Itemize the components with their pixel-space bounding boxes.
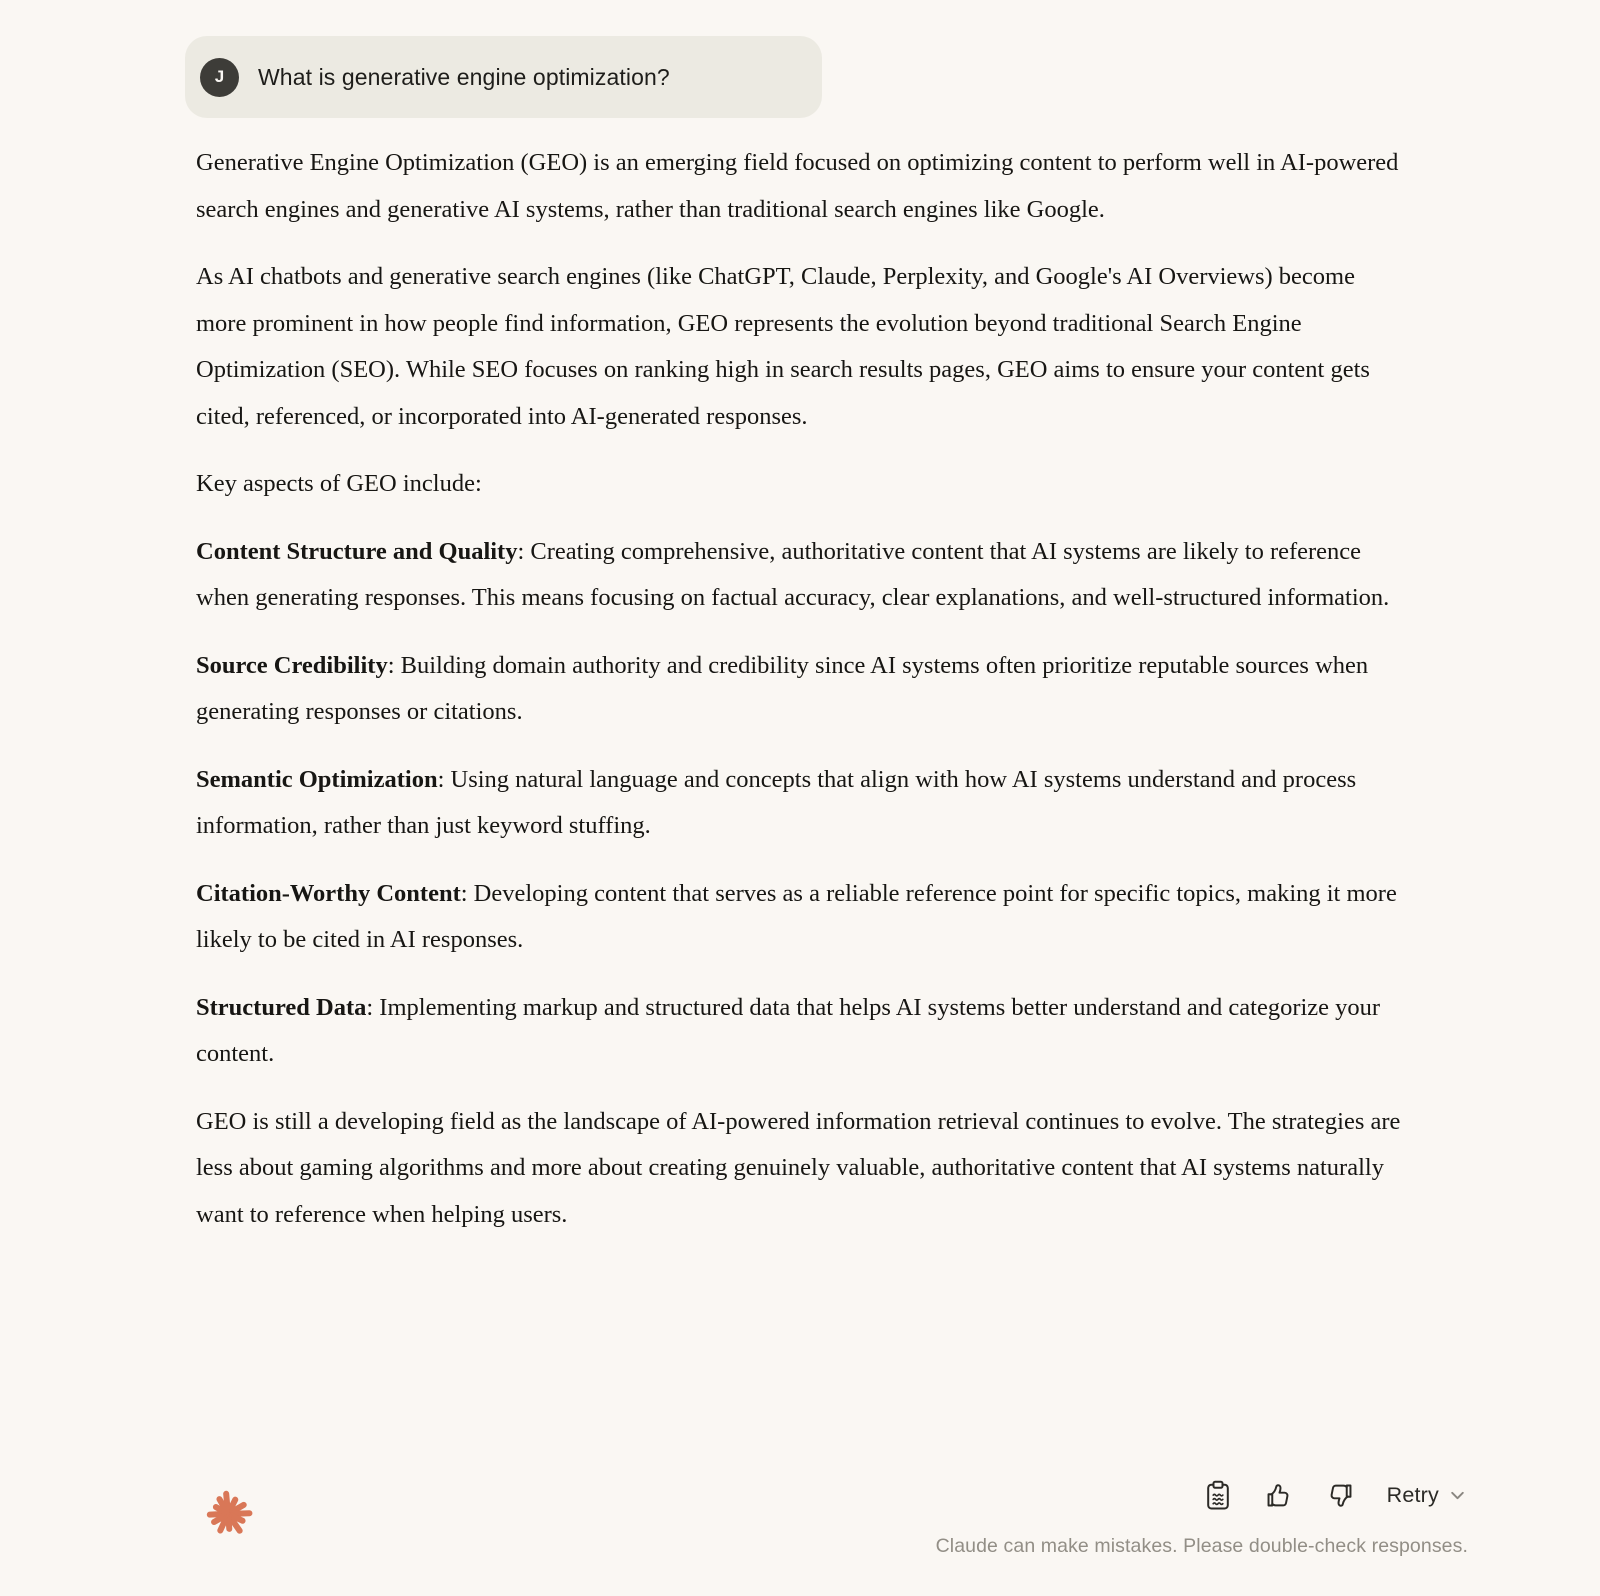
response-paragraph (196, 643, 1401, 736)
thumbs-down-button[interactable] (1325, 1480, 1356, 1511)
response-paragraph (196, 529, 1401, 622)
paragraph-lead: Structured Data (196, 993, 367, 1021)
user-message-row (185, 36, 822, 118)
thumbs-up-icon (1265, 1482, 1292, 1509)
response-paragraph (196, 461, 1401, 508)
user-message-text: What is generative engine optimization? (258, 63, 670, 90)
paragraph-text: : Developing content that serves as a reliable reference point for specific topics, making it more likely to be cited in AI responses. (196, 879, 1397, 953)
retry-button[interactable] (1387, 1483, 1466, 1508)
paragraph-text: GEO is still a developing field as the landscape of AI-powered information retrieval continues to evolve. The strategies are less about gaming algorithms and more about creating genuinely valuable, authoritative content that AI systems naturally want to reference when helping users. (196, 1107, 1401, 1228)
clipboard-icon (1206, 1480, 1230, 1511)
paragraph-text: Generative Engine Optimization (GEO) is an emerging field focused on optimizing content to perform well in AI-powered search engines and generative AI systems, rather than traditional search engines like Google. (196, 149, 1399, 223)
paragraph-text: : Building domain authority and credibility since AI systems often prioritize reputable sources when generating responses or citations. (196, 651, 1369, 725)
response-paragraph (196, 985, 1401, 1078)
copy-response-button[interactable] (1204, 1478, 1232, 1513)
claude-logo (198, 1484, 258, 1544)
user-avatar (200, 58, 239, 97)
paragraph-text: : Creating comprehensive, authoritative content that AI systems are likely to reference when generating responses. This means focusing on factual accuracy, clear explanations, and well-structured information. (196, 537, 1390, 611)
chevron-down-icon (1449, 1487, 1466, 1504)
response-paragraph (196, 1099, 1401, 1239)
paragraph-text: As AI chatbots and generative search engines (like ChatGPT, Claude, Perplexity, and Google's AI Overviews) become more prominent in how people find information, GEO represents the evolution beyond traditional Search Engine Optimization (SEO). While SEO focuses on ranking high in search results pages, GEO aims to ensure your content gets cited, referenced, or incorporated into AI-generated responses. (196, 263, 1370, 430)
response-paragraph (196, 254, 1401, 440)
thumbs-up-button[interactable] (1263, 1480, 1294, 1511)
response-paragraph (196, 757, 1401, 850)
paragraph-lead: Source Credibility (196, 651, 388, 679)
retry-label: Retry (1386, 1483, 1439, 1507)
user-avatar-initial: J (214, 67, 225, 86)
response-paragraph (196, 871, 1401, 964)
user-message-bubble (185, 36, 822, 118)
paragraph-text: Key aspects of GEO include: (196, 470, 482, 497)
response-action-bar (1204, 1478, 1466, 1513)
claude-starburst-icon (198, 1484, 258, 1544)
paragraph-text: : Implementing markup and structured data that helps AI systems better understand and categorize your content. (196, 993, 1381, 1067)
assistant-response (196, 140, 1401, 1238)
disclaimer-text: Claude can make mistakes. Please double-check responses. (935, 1535, 1468, 1557)
paragraph-lead: Content Structure and Quality (196, 537, 518, 565)
paragraph-text: : Using natural language and concepts that align with how AI systems understand and process information, rather than just keyword stuffing. (196, 765, 1357, 839)
response-paragraph (196, 140, 1401, 233)
paragraph-lead: Semantic Optimization (196, 765, 438, 793)
thumbs-down-icon (1327, 1482, 1354, 1509)
paragraph-lead: Citation-Worthy Content (196, 879, 461, 907)
